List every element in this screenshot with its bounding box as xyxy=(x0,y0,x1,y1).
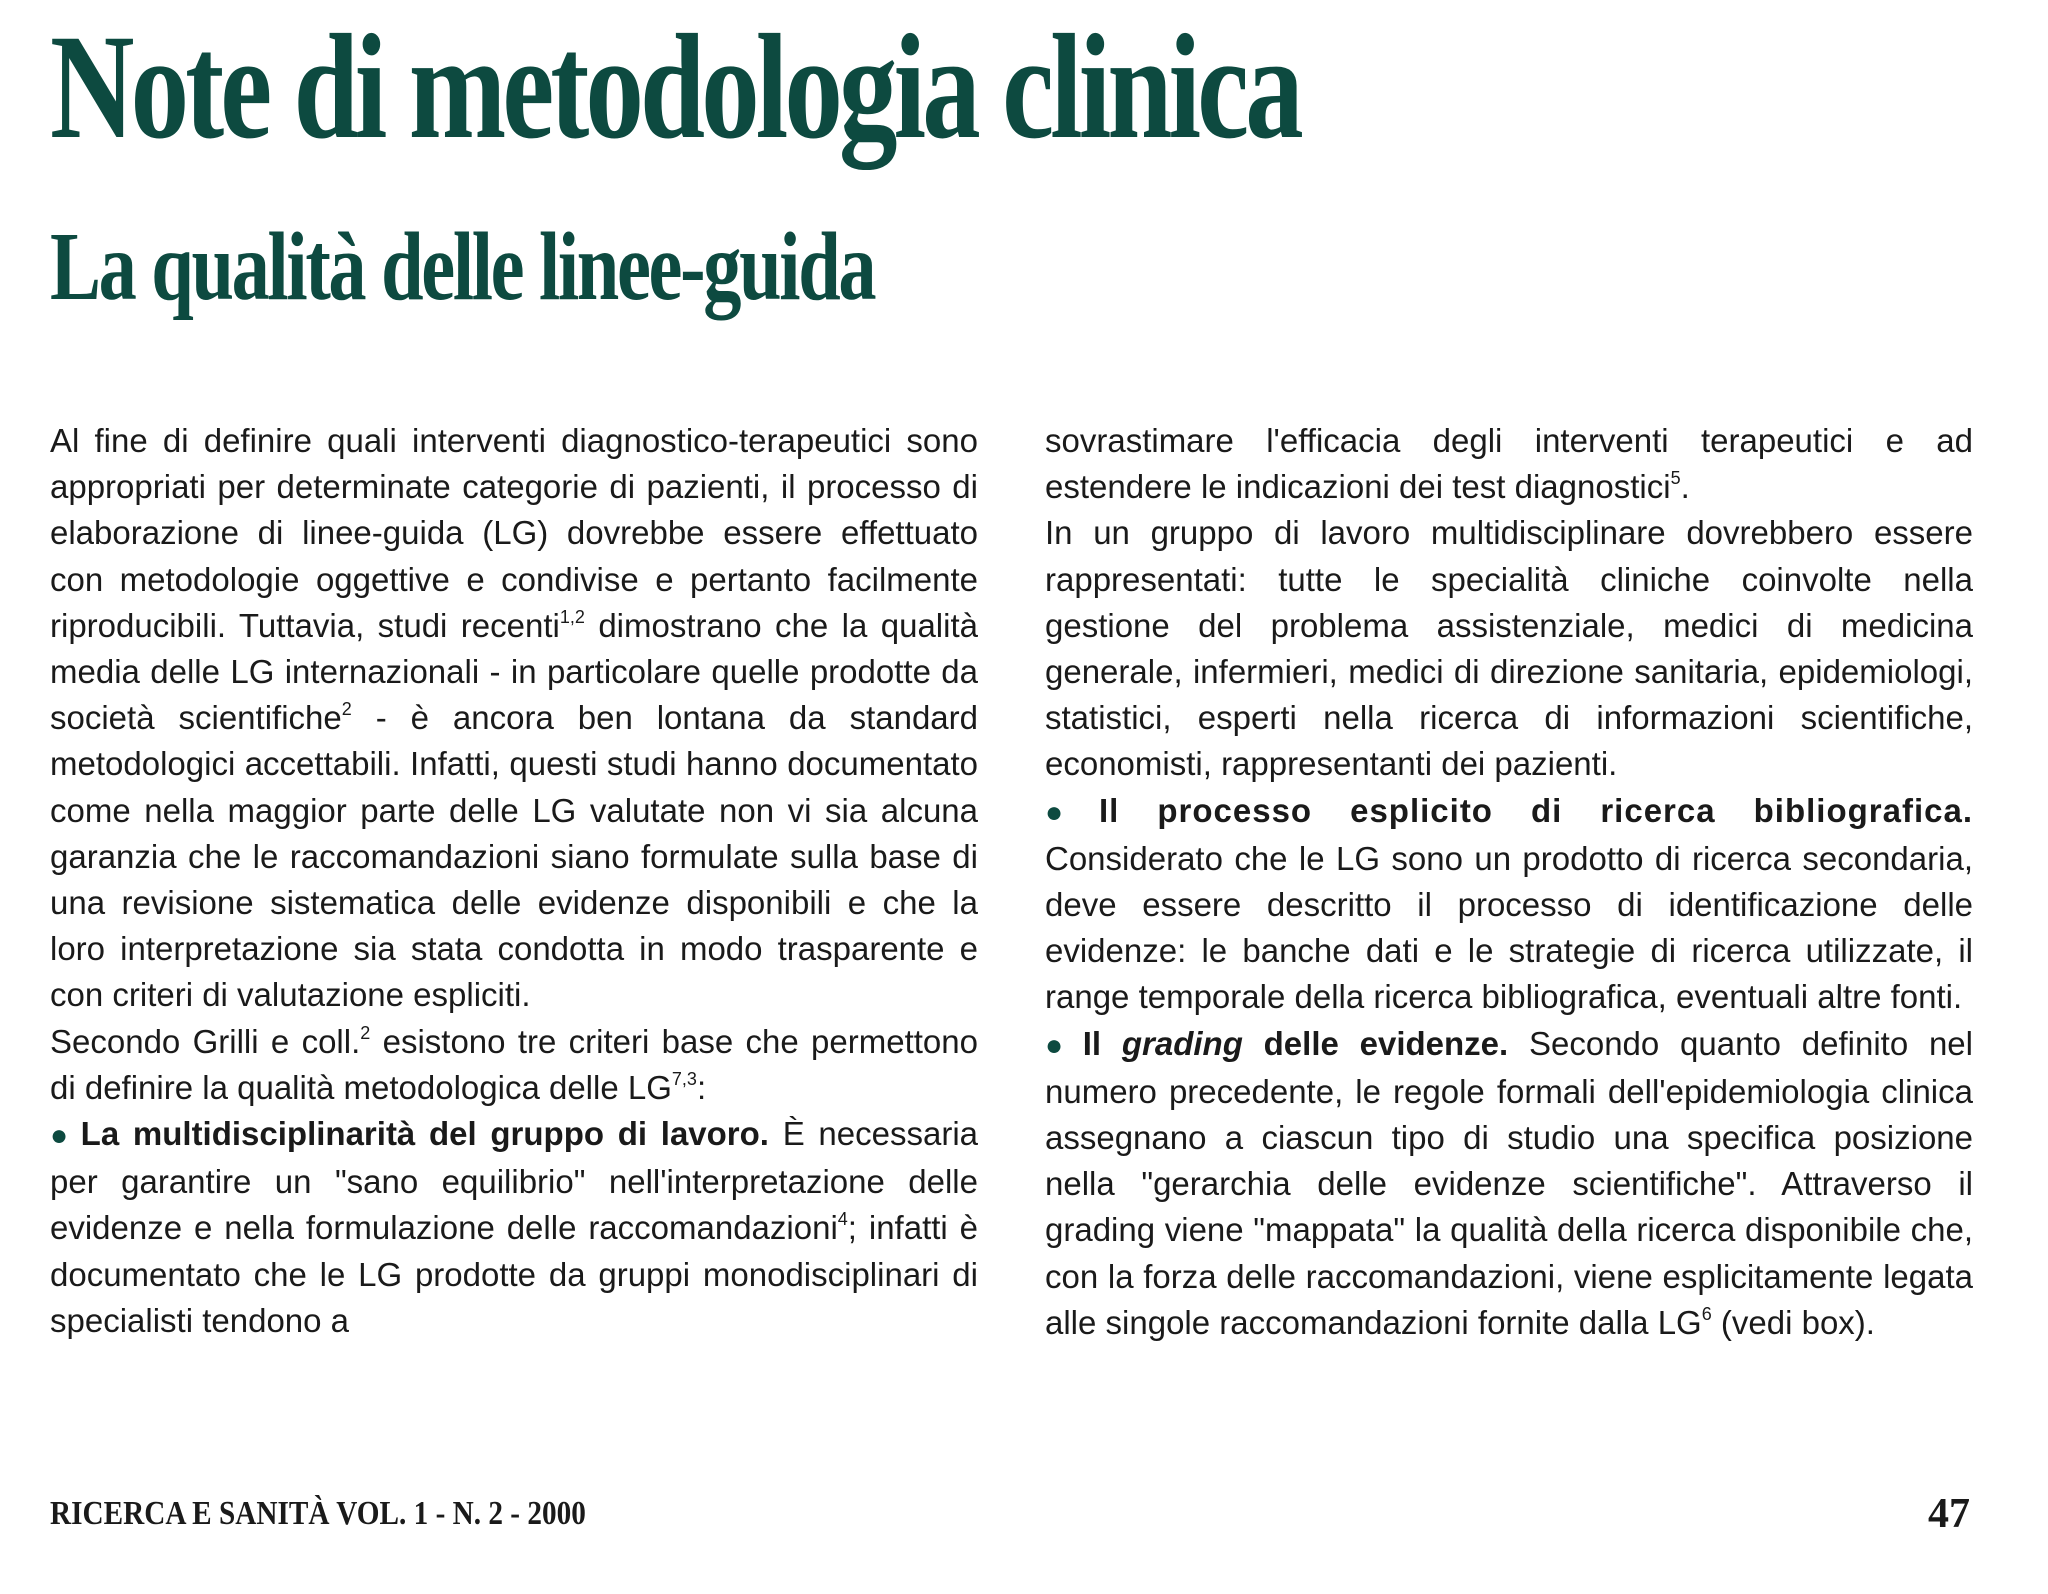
citation: 5 xyxy=(1670,468,1681,489)
continuation-paragraph: sovrastimare l'efficacia degli interventi terapeutici e ad estendere le indicazioni dei test diagnostici$^5$. xyxy=(1045,422,1973,506)
citation: 4 xyxy=(837,1209,848,1230)
page-number: 47 xyxy=(1928,1491,1970,1537)
citation: 2 xyxy=(341,699,352,720)
bullet-grading: ● Il grading delle evidenze. Secondo quanto definito nel numero precedente, le regole formali dell'epidemiologia clinica assegnano a ciascun tipo di studio una specifica posizione nella "gerarchia delle evidenze scientifiche". Attraverso il grading viene "mappata" la qualità della ricerca disponibile che, con la forza delle raccomandazioni, viene esplicitamente legata alle singole raccomandazioni fornite dalla $LG^6$ (vedi box). xyxy=(1045,1024,1973,1341)
left-column xyxy=(50,418,978,1344)
bullet-dot-icon: ● xyxy=(50,1119,73,1153)
bullet-heading: Il grading delle evidenze. xyxy=(1082,1024,1509,1062)
citation: 1,2 xyxy=(559,606,585,627)
page-subtitle: La qualità delle linee-guida xyxy=(50,213,875,321)
bullet-multidisciplinarity: ● La multidisciplinarità del gruppo di lavoro. È necessaria per garantire un "sano equilibrio" nell'interpretazione delle evidenze e nella formulazione delle raccomandazioni$^4$; infatti è documentato che le LG prodotte da gruppi monodisciplinari di specialisti tendono a xyxy=(50,1115,979,1339)
working-group-paragraph: In un gruppo di lavoro multidisciplinare dovrebbero essere rappresentati: tutte le specialità cliniche coinvolte nella gestione del problema assistenziale, medici di medicina generale, infermieri, medici di direzione sanitaria, epidemiologi, statistici, esperti nella ricerca di informazioni scientifiche, economisti, rappresentanti dei pazienti. xyxy=(1045,514,1973,783)
bullet-heading: La multidisciplinarità del gruppo di lavoro. xyxy=(80,1115,769,1153)
intro-paragraph: Al fine di definire quali interventi diagnostico-terapeutici sono appropriati per determinate categorie di pazienti, il processo di elaborazione di linee-guida (LG) dovrebbe essere effettuato con metodologie oggettive e condivise e pertanto facilmente riproducibili. Tuttavia, studi recenti$^{1,2}$ dimostrano che la qualità media delle LG internazionali - in particolare quelle prodotte da società scientifiche$^2$ - è ancora ben lontana da standard metodologici accettabili. Infatti, questi studi hanno documentato come nella maggior parte delle LG valutate non vi sia alcuna garanzia che le raccomandazioni siano formulate sulla base di una revisione sistematica delle evidenze disponibili e che la loro interpretazione sia stata condotta in modo trasparente e con criteri di valutazione espliciti. xyxy=(50,422,978,1014)
bullet-bibliographic-search: ● Il processo esplicito di ricerca bibliografica. Considerato che le LG sono un prodotto di ricerca secondaria, deve essere descritto il processo di identificazione delle evidenze: le banche dati e le strategie di ricerca utilizzate, il range temporale della ricerca bibliografica, eventuali altre fonti. xyxy=(1045,791,1973,1016)
citation: 7,3 xyxy=(671,1068,697,1089)
right-column xyxy=(1045,418,1973,1346)
bullet-dot-icon: ● xyxy=(1045,1028,1075,1062)
criteria-paragraph: Secondo Grilli e coll.$^2$ esistono tre criteri base che permettono di definire la qualità metodologica delle LG$^{7,3}$: xyxy=(50,1022,978,1106)
page-title: Note di metodologia clinica xyxy=(50,4,1300,170)
citation: 6 xyxy=(1701,1303,1712,1324)
bullet-dot-icon: ● xyxy=(1045,795,1091,829)
citation: 2 xyxy=(360,1022,371,1043)
journal-footer: RICERCA E SANITÀ VOL. 1 - N. 2 - 2000 xyxy=(50,1495,586,1532)
bullet-heading: Il processo esplicito di ricerca bibliografica. xyxy=(1098,791,1973,829)
